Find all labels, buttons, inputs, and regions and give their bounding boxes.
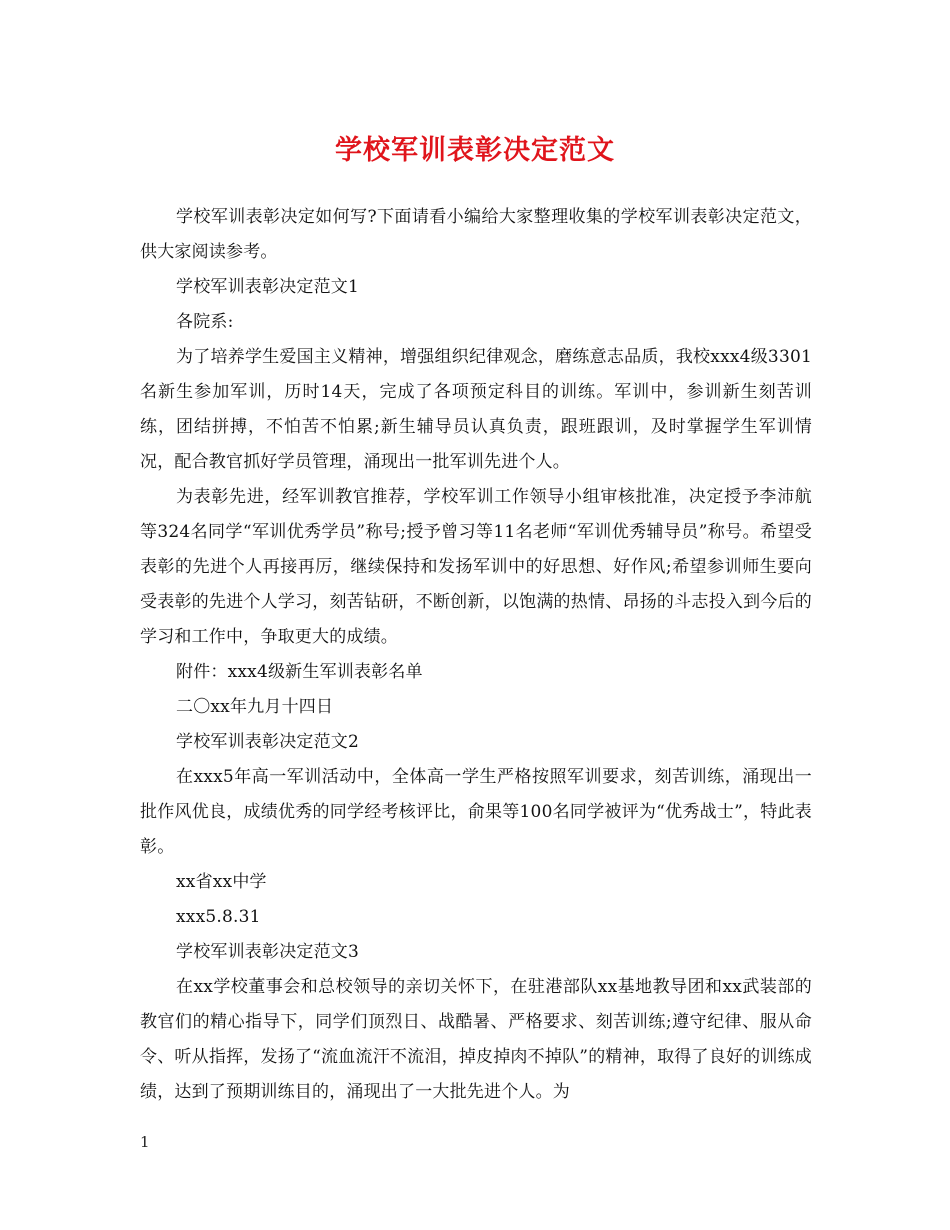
signature-line: xx省xx中学 [176,872,267,892]
body-paragraph: 在xx学校董事会和总校领导的亲切关怀下，在驻港部队xx基地教导团和xx武装部的教官们的精心指导下，同学们顶烈日、战酷暑、严格要求、刻苦训练;遵守纪律、服从命令、听从指挥，发扬了“流血流汗不流泪，掉皮掉肉不掉队”的精神，取得了良好的训练成绩，达到了预期训练目的，涌现出了一大批先进个人。为 [140,977,812,1102]
salutation: 各院系: [176,312,234,332]
body-paragraph: 在xxx5年高一军训活动中，全体高一学生严格按照军训要求，刻苦训练，涌现出一批作风优良，成绩优秀的同学经考核评比，俞果等100名同学被评为“优秀战士”，特此表彰。 [140,767,812,857]
attachment-line: 附件：xxx4级新生军训表彰名单 [176,662,423,682]
document-body [140,200,812,1110]
section-heading-1: 学校军训表彰决定范文1 [176,277,360,297]
page-number: 1 [140,1133,150,1151]
section-heading-3: 学校军训表彰决定范文3 [176,942,360,962]
section-heading-2: 学校军训表彰决定范文2 [176,732,360,752]
document-title: 学校军训表彰决定范文 [335,135,615,166]
body-paragraph: 为了培养学生爱国主义精神，增强组织纪律观念，磨练意志品质，我校xxx4级3301名新生参加军训，历时14天，完成了各项预定科目的训练。军训中，参训新生刻苦训练，团结拼搏，不怕苦不怕累;新生辅导员认真负责，跟班跟训，及时掌握学生军训情况，配合教官抓好学员管理，涌现出一批军训先进个人。 [140,347,812,472]
body-paragraph: 为表彰先进，经军训教官推荐，学校军训工作领导小组审核批准，决定授予李沛航等324名同学“军训优秀学员”称号;授予曾习等11名老师“军训优秀辅导员”称号。希望受表彰的先进个人再接再厉，继续保持和发扬军训中的好思想、好作风;希望参训师生要向受表彰的先进个人学习，刻苦钻研，不断创新，以饱满的热情、昂扬的斗志投入到今后的学习和工作中，争取更大的成绩。 [140,487,812,647]
date-line: xxx5.8.31 [176,907,261,927]
intro-paragraph: 学校军训表彰决定如何写?下面请看小编给大家整理收集的学校军训表彰决定范文，供大家阅读参考。 [140,207,812,262]
date-line: 二〇xx年九月十四日 [176,697,334,717]
